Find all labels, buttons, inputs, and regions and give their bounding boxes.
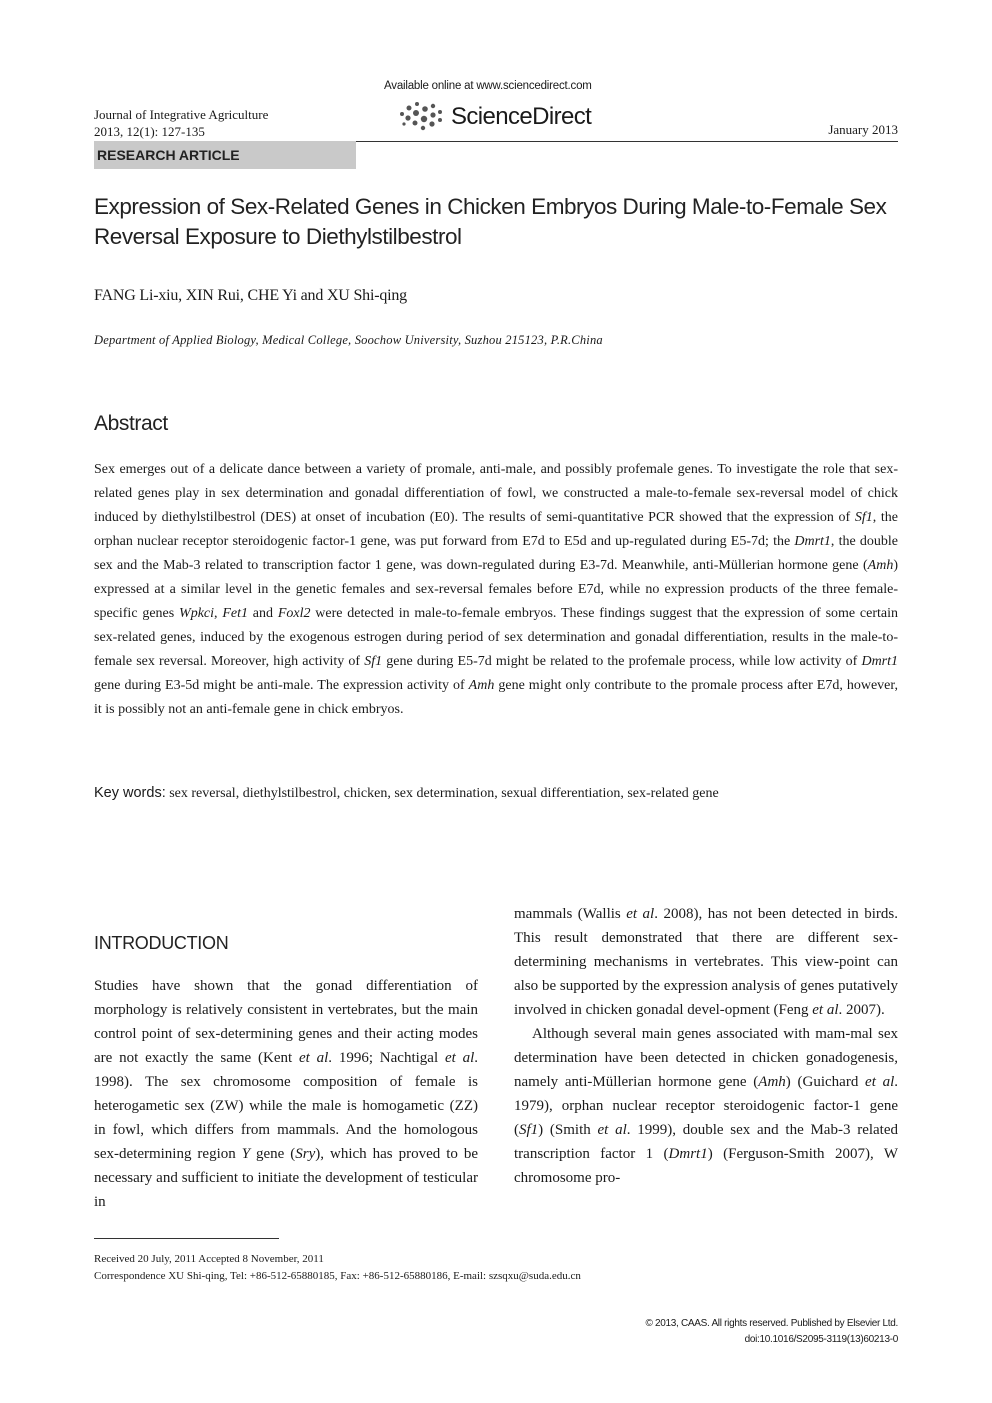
gene-sf1: Sf1 [854, 510, 873, 525]
introduction-column-right: mammals (Wallis et al. 2008), has not been detected in birds. This result demonstrated that there are different sex-determining mechanisms in vertebrates. This view-point can also be supported by the expression analysis of genes putatively involved in chicken gonadal devel-opment (Feng et al. 2007). Although several main genes associated with mam-mal sex determination have been detected in chicken gonadogenesis, namely anti-Müllerian hormone gene (Amh) (Guichard et al. 1979), orphan nuclear receptor steroidogenic factor-1 gene (Sf1) (Smith et al. 1999), double sex and the Mab-3 related transcription factor 1 (Dmrt1) (Ferguson-Smith 2007), W chromosome pro- [514, 906, 899, 1186]
gene-amh: Amh [468, 678, 495, 693]
introduction-column-left: Studies have shown that the gonad differentiation of morphology is relatively consistent in vertebrates, but the main control point of sex-determining genes and their acting modes are not exactly the same (Kent et al. 1996; Nachtigal et al. 1998). The sex chromosome composition of female is heterogametic sex (ZW) while the male is homogametic (ZZ) in fowl, which differs from mammals. And the homologous sex-determining region Y gene (Sry), which has proved to be necessary and sufficient to initiate the development of testicular in [94, 978, 478, 1210]
gene-fet1: Fet1 [222, 606, 248, 621]
gene-wpkci: Wpkci [179, 606, 215, 621]
doi[interactable]: doi:10.1016/S2095-3119(13)60213-0 [744, 1334, 898, 1345]
introduction-heading: INTRODUCTION [94, 933, 229, 953]
copyright-block [645, 1316, 898, 1348]
footnotes [94, 1251, 581, 1285]
journal-citation [94, 106, 268, 140]
sciencedirect-logo-text: ScienceDirect [451, 103, 592, 130]
copyright-notice: © 2013, CAAS. All rights reserved. Published by Elsevier Ltd. [645, 1318, 898, 1329]
sciencedirect-logo-icon [398, 100, 446, 132]
gene-dmrt1: Dmrt1 [861, 654, 899, 669]
issue-date: January 2013 [828, 122, 898, 137]
header-rule [356, 141, 898, 142]
gene-dmrt1: Dmrt1 [794, 534, 831, 549]
abstract-heading: Abstract [94, 412, 168, 435]
journal-name: Journal of Integrative Agriculture [94, 107, 269, 122]
correspondence: Correspondence XU Shi-qing, Tel: +86-512-65880185, Fax: +86-512-65880186, E-mail: szsqxu@suda.edu.cn [94, 1270, 581, 1282]
available-online-text[interactable]: Available online at www.sciencedirect.com [384, 80, 592, 92]
received-accepted-dates: Received 20 July, 2011 Accepted 8 November, 2011 [94, 1253, 324, 1265]
keywords [94, 785, 904, 802]
keywords-list: sex reversal, diethylstilbestrol, chicken, sex determination, sexual differentiation, sex-related gene [165, 786, 719, 801]
abstract-text: Sex emerges out of a delicate dance between a variety of promale, anti-male, and possibly profemale genes. To investigate the role that sex-related genes play in sex determination and gonadal differentiation of fowl, we constructed a male-to-female sex-reversal model of chick induced by diethylstilbestrol (DES) at onset of incubation (E0). The results of semi-quantitative PCR showed that the expression of Sf1, the orphan nuclear receptor steroidogenic factor-1 gene, was put forward from E7d to E5d and up-regulated during E5-7d; the Dmrt1, the double sex and the Mab-3 related to transcription factor 1 gene, was down-regulated during E3-7d. Meanwhile, anti-Müllerian hormone gene (Amh) expressed at a similar level in the genetic females and sex-reversal females before E7d, while no expression products of the three female-specific genes Wpkci, Fet1 and Foxl2 were detected in male-to-female embryos. These findings suggest that the expression of some certain sex-related genes, induced by the exogenous estrogen during period of sex determination and gonadal differentiation, results in the male-to-female sex reversal. Moreover, high activity of Sf1 gene during E5-7d might be related to the profemale process, while low activity of Dmrt1 gene during E3-5d might be anti-male. The expression activity of Amh gene might only contribute to the promale process after E7d, however, it is possibly not an anti-female gene in chick embryos. [94, 462, 899, 717]
author-list: FANG Li-xiu, XIN Rui, CHE Yi and XU Shi-qing [94, 287, 407, 304]
article-type-badge [94, 141, 356, 169]
article-title: Expression of Sex-Related Genes in Chicken Embryos During Male-to-Female Sex Reversal Exposure to Diethylstilbestrol [94, 194, 887, 249]
gene-foxl2: Foxl2 [277, 606, 311, 621]
article-type-label: RESEARCH ARTICLE [97, 147, 240, 163]
gene-sf1: Sf1 [364, 654, 383, 669]
journal-issue: 2013, 12(1): 127-135 [94, 124, 205, 139]
footnote-rule [94, 1238, 279, 1239]
author-affiliation: Department of Applied Biology, Medical College, Soochow University, Suzhou 215123, P.R.China [94, 333, 603, 347]
gene-amh: Amh [867, 558, 894, 573]
keywords-label: Key words: [94, 785, 166, 801]
